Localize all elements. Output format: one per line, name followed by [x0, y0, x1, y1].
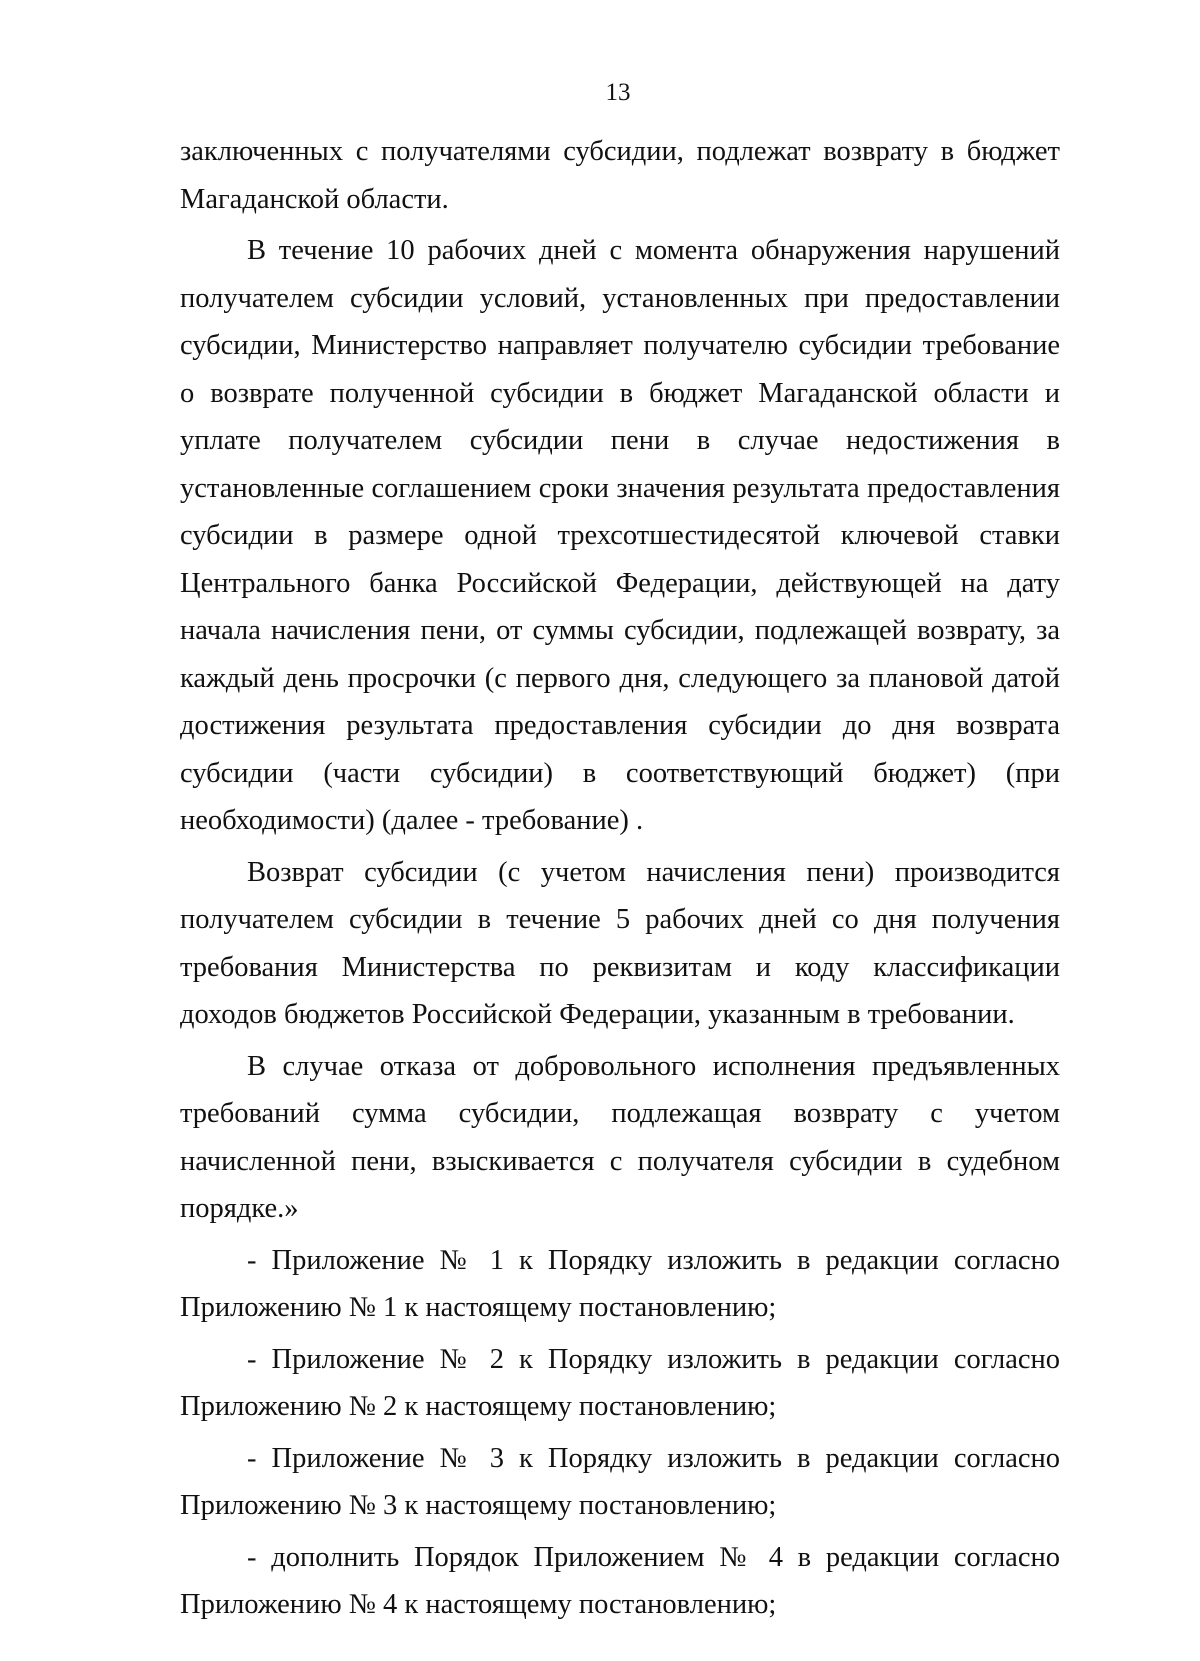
- list-item-appendix-3: - Приложение № 3 к Порядку изложить в редакции согласно Приложению № 3 к настоящему постановлению;: [180, 1442, 1060, 1521]
- paragraph-court-recovery: В случае отказа от добровольного исполнения предъявленных требований сумма субсидии, подлежащая возврату с учетом начисленной пени, взыскивается с получателя субсидии в судебном порядке.»: [180, 1050, 1060, 1224]
- list-item-appendix-2: - Приложение № 2 к Порядку изложить в редакции согласно Приложению № 2 к настоящему постановлению;: [180, 1343, 1060, 1422]
- list-item-appendix-1: - Приложение № 1 к Порядку изложить в редакции согласно Приложению № 1 к настоящему постановлению;: [180, 1244, 1060, 1323]
- paragraph-return-terms: Возврат субсидии (с учетом начисления пени) производится получателем субсидии в течение 5 рабочих дней со дня получения требования Министерства по реквизитам и коду классификации доходов бюджетов Российской Федерации, указанным в требовании.: [180, 856, 1060, 1030]
- paragraph-continuation: заключенных с получателями субсидии, подлежат возврату в бюджет Магаданской области.: [180, 136, 1060, 215]
- paragraph-demand-notice: В течение 10 рабочих дней с момента обнаружения нарушений получателем субсидии условий, установленных при предоставлении субсидии, Министерство направляет получателю субсидии требование о возврате полученной субсидии в бюджет Магаданской области и уплате получателем субсидии пени в случае недостижения в установленные соглашением сроки значения результата предоставления субсидии в размере одной трехсотшестидесятой ключевой ставки Центрального банка Российской Федерации, действующей на дату начала начисления пени, от суммы субсидии, подлежащей возврату, за каждый день просрочки (с первого дня, следующего за плановой датой достижения результата предоставления субсидии до дня возврата субсидии (части субсидии) в соответствующий бюджет) (при необходимости) (далее - требование) .: [180, 235, 1060, 836]
- list-item-appendix-4: - дополнить Порядок Приложением № 4 в редакции согласно Приложению № 4 к настоящему постановлению;: [180, 1541, 1060, 1620]
- page-number: 13: [605, 79, 631, 106]
- document-body: [180, 128, 1060, 1629]
